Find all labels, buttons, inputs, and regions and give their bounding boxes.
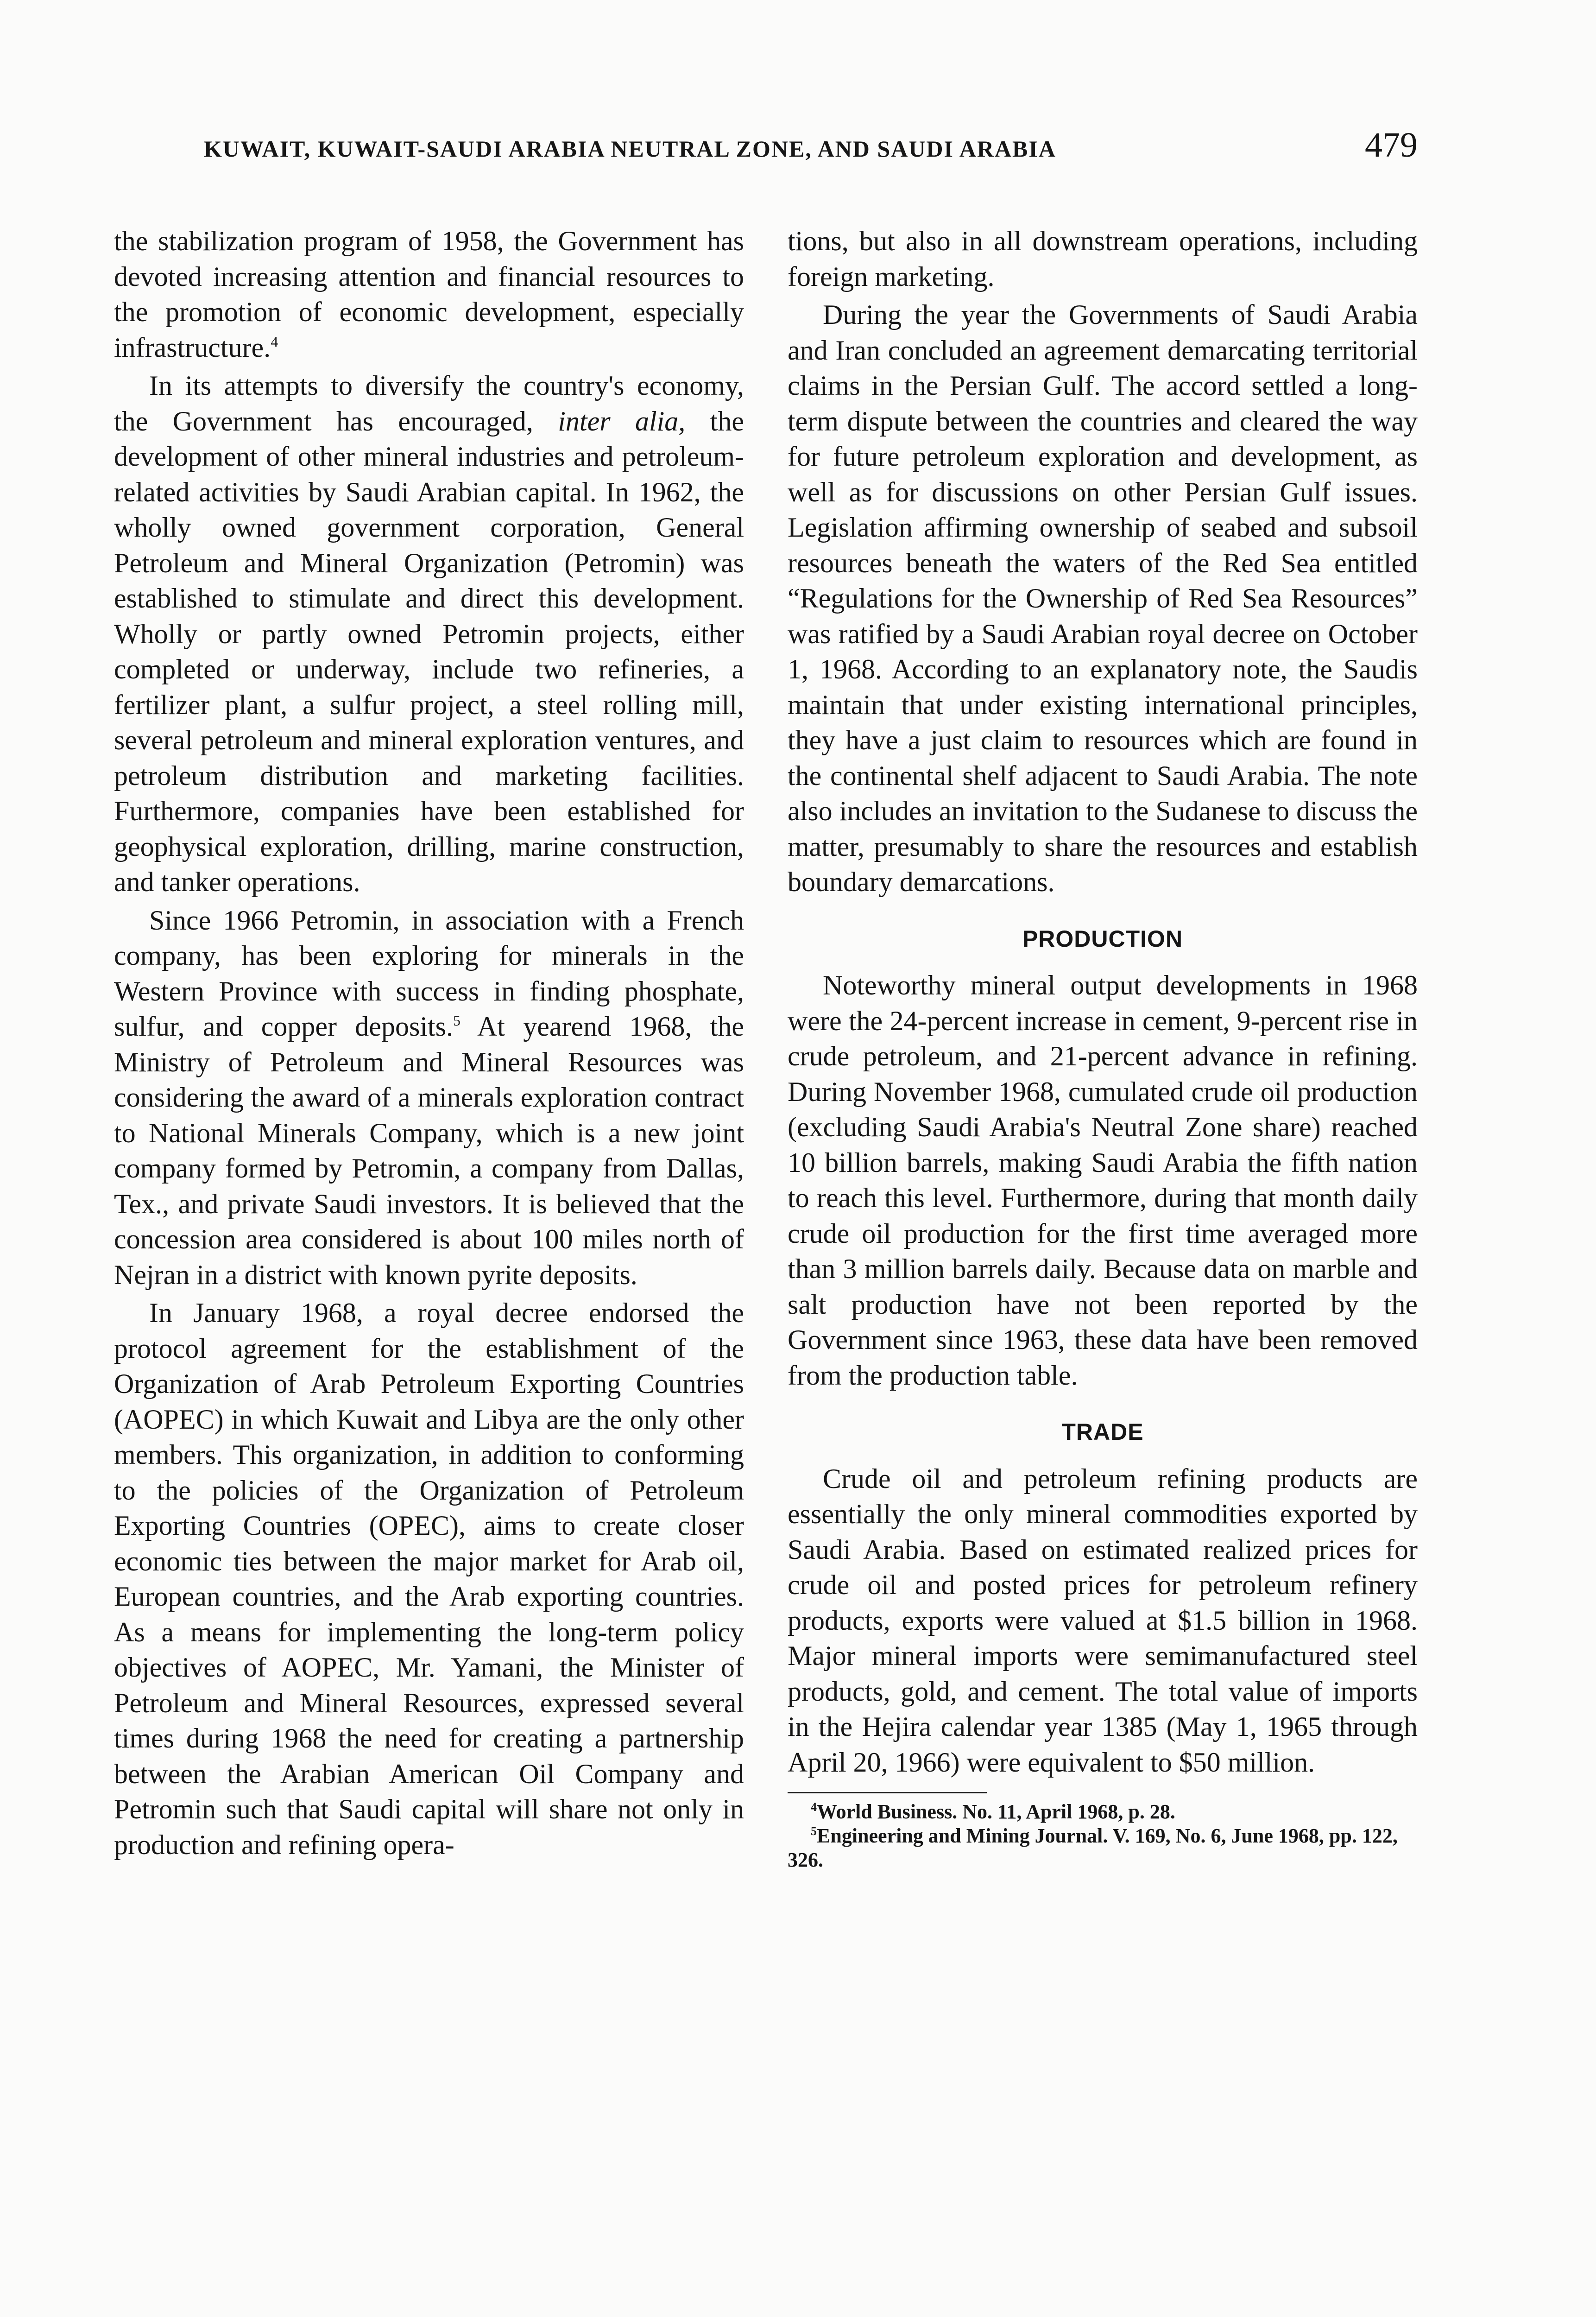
paragraph-text: tions, but also in all downstream operations, including foreign marketing.	[788, 226, 1418, 292]
paragraph-text: At yearend 1968, the Ministry of Petroleum and Mineral Resources was considering the award of a minerals exploration contract to National Minerals Company, which is a new joint company formed by Petromin, a company from Dallas, Tex., and private Saudi investors. It is believed that the concession area considered is about 100 miles north of Nejran in a district with known pyrite deposits.	[114, 1011, 744, 1290]
footnote-marker: 5	[453, 1012, 461, 1029]
paragraph-text: the development of other mineral industries and petroleum-related activities by Saudi Arabian capital. In 1962, the wholly owned government corporation, General Petroleum and Mineral Organization (Petromin) was established to stimulate and direct this development. Wholly or partly owned Petromin projects, either completed or underway, include two refineries, a fertilizer plant, a sulfur project, a steel rolling mill, several petroleum and mineral exploration ventures, and petroleum distribution and marketing facilities. Furthermore, companies have been established for geophysical exploration, drilling, marine construction, and tanker operations.	[114, 405, 744, 897]
left-column	[114, 223, 744, 1862]
paragraph	[788, 223, 1418, 294]
paragraph	[788, 968, 1418, 1393]
paragraph	[788, 297, 1418, 900]
footnote	[788, 1800, 1418, 1824]
paragraph-text: In its attempts to diversify the country's economy, the Government has encouraged,	[114, 370, 744, 437]
footnote-divider	[788, 1792, 987, 1793]
paragraph	[788, 1461, 1418, 1780]
paragraph-text: the stabilization program of 1958, the Government has devoted increasing attention and financial resources to the promotion of economic development, especially infrastructure.	[114, 226, 744, 363]
footnote-text: Engineering and Mining Journal. V. 169, No. 6, June 1968, pp. 122, 326.	[788, 1824, 1398, 1871]
paragraph	[114, 1295, 744, 1862]
footnote-mark: 5	[811, 1824, 817, 1838]
paragraph-text: Noteworthy mineral output developments in 1968 were the 24-percent increase in cement, 9-percent rise in crude petroleum, and 21-percent advance in refining. During November 1968, cumulated crude oil production (excluding Saudi Arabia's Neutral Zone share) reached 10 billion barrels, making Saudi Arabia the fifth nation to reach this level. Furthermore, during that month daily crude oil production for the first time averaged more than 3 million barrels daily. Because data on marble and salt production have not been reported by the Government since 1963, these data have been removed from the production table.	[788, 970, 1418, 1391]
paragraph	[114, 368, 744, 900]
running-head: KUWAIT, KUWAIT-SAUDI ARABIA NEUTRAL ZONE, AND SAUDI ARABIA	[204, 136, 1056, 162]
paragraph-text: Since 1966 Petromin, in association with a French company, has been exploring for minerals in the Western Province with success in finding phosphate, sulfur, and copper deposits.	[114, 905, 744, 1042]
page-number: 479	[1365, 126, 1418, 165]
footnotes	[788, 1800, 1418, 1872]
paragraph-text: During the year the Governments of Saudi Arabia and Iran concluded an agreement demarcating territorial claims in the Persian Gulf. The accord settled a long-term dispute between the countries and cleared the way for future petroleum exploration and development, as well as for discussions on other Persian Gulf issues. Legislation affirming ownership of seabed and subsoil resources beneath the waters of the Red Sea entitled “Regulations for the Ownership of Red Sea Resources” was ratified by a Saudi Arabian royal decree on October 1, 1968. According to an explanatory note, the Saudis maintain that under existing international principles, they have a just claim to resources which are found in the continental shelf adjacent to Saudi Arabia. The note also includes an invitation to the Sudanese to discuss the matter, presumably to share the resources and establish boundary demarcations.	[788, 299, 1418, 897]
footnote-mark: 4	[811, 1800, 817, 1814]
paragraph-text: In January 1968, a royal decree endorsed the protocol agreement for the establishment of the Organization of Arab Petroleum Exporting Countries (AOPEC) in which Kuwait and Libya are the only other members. This organization, in addition to conforming to the policies of the Organization of Petroleum Exporting Countries (OPEC), aims to create closer economic ties between the major market for Arab oil, European countries, and the Arab exporting countries. As a means for implementing the long-term policy objectives of AOPEC, Mr. Yamani, the Minister of Petroleum and Mineral Resources, expressed several times during 1968 the need for creating a partnership between the Arabian American Oil Company and Petromin such that Saudi capital will share not only in production and refining opera-	[114, 1298, 744, 1860]
right-column	[788, 223, 1418, 1872]
footnote-marker: 4	[271, 333, 278, 350]
section-heading-production: PRODUCTION	[1022, 925, 1183, 952]
italic-phrase: inter alia,	[558, 405, 686, 437]
paragraph	[114, 903, 744, 1293]
paragraph-text: Crude oil and petroleum refining products are essentially the only mineral commodities exported by Saudi Arabia. Based on estimated realized prices for crude oil and posted prices for petroleum refinery products, exports were valued at $1.5 billion in 1968. Major mineral imports were semimanufactured steel products, gold, and cement. The total value of imports in the Hejira calendar year 1385 (May 1, 1965 through April 20, 1966) were equivalent to $50 million.	[788, 1463, 1418, 1778]
footnote-text: World Business. No. 11, April 1968, p. 28.	[817, 1800, 1175, 1823]
section-heading-trade: TRADE	[1061, 1419, 1144, 1445]
paragraph	[114, 223, 744, 365]
footnote	[788, 1824, 1418, 1872]
